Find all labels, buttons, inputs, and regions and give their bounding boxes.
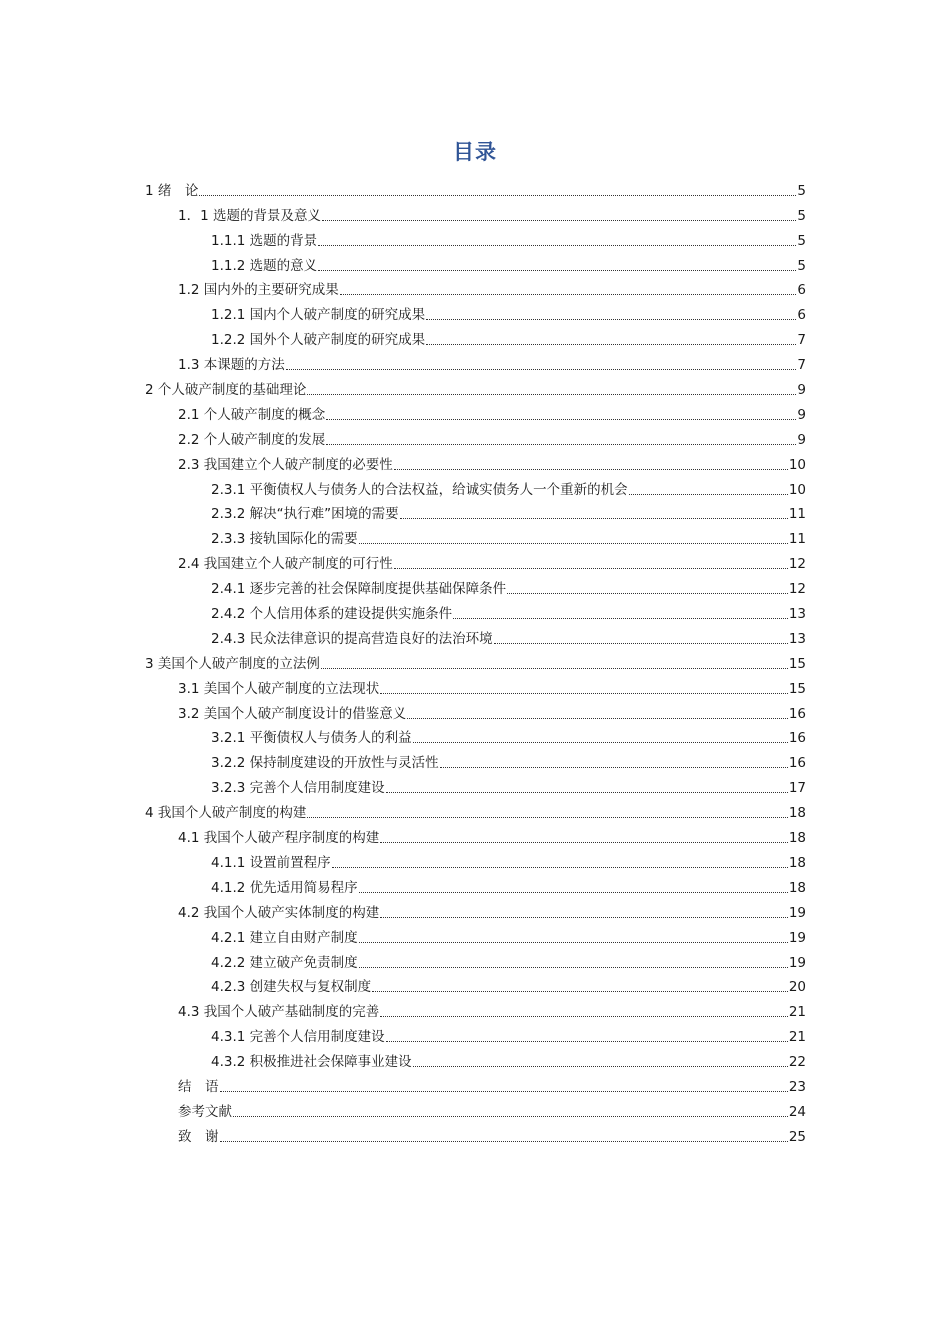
toc-page-number: 9 <box>797 431 806 448</box>
toc-entry-title: 4 我国个人破产制度的构建 <box>145 805 307 822</box>
toc-page-number: 12 <box>788 581 806 598</box>
toc-entry[interactable] <box>145 374 806 399</box>
toc-page-number: 11 <box>788 531 806 548</box>
toc-page-number: 19 <box>788 904 806 921</box>
toc-entry-title: 3.2.2 保持制度建设的开放性与灵活性 <box>211 755 439 772</box>
toc-entry[interactable] <box>145 648 806 673</box>
toc-page-number: 25 <box>788 1128 806 1145</box>
toc-page-number: 19 <box>788 929 806 946</box>
toc-entry[interactable] <box>145 847 806 872</box>
toc-entry[interactable] <box>145 947 806 972</box>
toc-entry-title: 2.2 个人破产制度的发展 <box>178 431 326 448</box>
toc-entry-title: 3.2.3 完善个人信用制度建设 <box>211 780 385 797</box>
toc-entry-title: 2.4.3 民众法律意识的提高营造良好的法治环境 <box>211 630 493 647</box>
dot-leader <box>359 967 788 968</box>
dot-leader <box>359 543 788 544</box>
toc-entry-title: 4.3 我国个人破产基础制度的完善 <box>178 1004 380 1021</box>
dot-leader <box>233 1116 788 1117</box>
toc-entry-title: 2.1 个人破产制度的概念 <box>178 406 326 423</box>
dot-leader <box>407 718 788 719</box>
toc-page-number: 5 <box>797 257 806 274</box>
toc-entry[interactable] <box>145 548 806 573</box>
toc-entry[interactable] <box>145 399 806 424</box>
toc-entry[interactable] <box>145 349 806 374</box>
toc-entry-title: 4.2.2 建立破产免责制度 <box>211 954 358 971</box>
dot-leader <box>318 245 796 246</box>
toc-entry[interactable] <box>145 474 806 499</box>
dot-leader <box>307 817 787 818</box>
toc-entry[interactable] <box>145 772 806 797</box>
toc-entry[interactable] <box>145 1096 806 1121</box>
toc-entry[interactable] <box>145 200 806 225</box>
toc-entry-title: 4.2.1 建立自由财产制度 <box>211 929 358 946</box>
toc-entry[interactable] <box>145 324 806 349</box>
toc-page-number: 15 <box>788 655 806 672</box>
toc-page-number: 17 <box>788 780 806 797</box>
toc-entry-title: 1．1 选题的背景及意义 <box>178 207 321 224</box>
table-of-contents <box>145 175 806 1146</box>
dot-leader <box>326 419 796 420</box>
dot-leader <box>332 867 788 868</box>
toc-entry-title: 2.3 我国建立个人破产制度的必要性 <box>178 456 393 473</box>
dot-leader <box>286 369 797 370</box>
toc-page-number: 7 <box>797 332 806 349</box>
toc-entry[interactable] <box>145 1021 806 1046</box>
dot-leader <box>426 344 796 345</box>
toc-page-number: 16 <box>788 705 806 722</box>
toc-entry[interactable] <box>145 1046 806 1071</box>
dot-leader <box>322 220 796 221</box>
toc-page-number: 5 <box>797 207 806 224</box>
toc-entry-title: 1.1.2 选题的意义 <box>211 257 318 274</box>
toc-page-number: 18 <box>788 805 806 822</box>
dot-leader <box>318 270 796 271</box>
toc-page-number: 16 <box>788 730 806 747</box>
toc-entry-title: 2.3.3 接轨国际化的需要 <box>211 531 358 548</box>
toc-entry[interactable] <box>145 723 806 748</box>
toc-page-number: 19 <box>788 954 806 971</box>
toc-entry-title: 4.2.3 创建失权与复权制度 <box>211 979 372 996</box>
toc-page-number: 16 <box>788 755 806 772</box>
toc-entry[interactable] <box>145 299 806 324</box>
toc-entry-title: 4.3.1 完善个人信用制度建设 <box>211 1029 385 1046</box>
toc-entry-title: 1.1.1 选题的背景 <box>211 232 318 249</box>
toc-page-number: 6 <box>797 282 806 299</box>
toc-entry-title: 1.2 国内外的主要研究成果 <box>178 282 339 299</box>
toc-entry-title: 参考文献 <box>178 1103 232 1120</box>
dot-leader <box>359 942 788 943</box>
toc-page-number: 13 <box>788 606 806 623</box>
toc-page-number: 18 <box>788 830 806 847</box>
toc-entry[interactable] <box>145 623 806 648</box>
dot-leader <box>394 568 788 569</box>
dot-leader <box>400 518 788 519</box>
toc-entry[interactable] <box>145 747 806 772</box>
toc-page-number: 18 <box>788 879 806 896</box>
toc-entry[interactable] <box>145 175 806 200</box>
dot-leader <box>394 469 788 470</box>
toc-entry[interactable] <box>145 250 806 275</box>
toc-page-number: 24 <box>788 1103 806 1120</box>
toc-entry-title: 2 个人破产制度的基础理论 <box>145 382 307 399</box>
dot-leader <box>220 1141 788 1142</box>
toc-entry-title: 1 绪 论 <box>145 182 199 199</box>
toc-entry-title: 4.3.2 积极推进社会保障事业建设 <box>211 1054 412 1071</box>
toc-page-number: 6 <box>797 307 806 324</box>
toc-page-number: 11 <box>788 506 806 523</box>
dot-leader <box>326 444 796 445</box>
toc-entry[interactable] <box>145 972 806 997</box>
toc-page-number: 22 <box>788 1054 806 1071</box>
dot-leader <box>413 1066 788 1067</box>
toc-entry-title: 4.2 我国个人破产实体制度的构建 <box>178 904 380 921</box>
toc-entry[interactable] <box>145 822 806 847</box>
dot-leader <box>380 917 788 918</box>
dot-leader <box>359 892 788 893</box>
toc-page-number: 21 <box>788 1029 806 1046</box>
dot-leader <box>380 693 788 694</box>
toc-entry[interactable] <box>145 996 806 1021</box>
toc-entry-title: 3 美国个人破产制度的立法例 <box>145 655 320 672</box>
toc-page-number: 15 <box>788 680 806 697</box>
toc-entry[interactable] <box>145 449 806 474</box>
toc-entry[interactable] <box>145 499 806 524</box>
toc-page-number: 12 <box>788 556 806 573</box>
toc-entry[interactable] <box>145 897 806 922</box>
dot-leader <box>321 668 788 669</box>
toc-entry-title: 1.2.1 国内个人破产制度的研究成果 <box>211 307 426 324</box>
toc-page-number: 13 <box>788 630 806 647</box>
toc-entry-title: 2.3.2 解决“执行难”困境的需要 <box>211 506 399 523</box>
toc-entry-title: 3.1 美国个人破产制度的立法现状 <box>178 680 380 697</box>
toc-entry-title: 致 谢 <box>178 1128 219 1145</box>
toc-entry[interactable] <box>145 922 806 947</box>
toc-page-number: 18 <box>788 854 806 871</box>
toc-page-number: 5 <box>797 182 806 199</box>
toc-entry[interactable] <box>145 698 806 723</box>
toc-entry[interactable] <box>145 225 806 250</box>
toc-entry-title: 3.2 美国个人破产制度设计的借鉴意义 <box>178 705 407 722</box>
toc-entry-title: 2.4 我国建立个人破产制度的可行性 <box>178 556 393 573</box>
toc-entry-title: 2.4.2 个人信用体系的建设提供实施条件 <box>211 606 453 623</box>
toc-entry[interactable] <box>145 1071 806 1096</box>
dot-leader <box>413 742 788 743</box>
toc-page-number: 10 <box>788 456 806 473</box>
toc-page-number: 7 <box>797 357 806 374</box>
dot-leader <box>507 593 788 594</box>
dot-leader <box>380 842 788 843</box>
toc-entry[interactable] <box>145 673 806 698</box>
dot-leader <box>386 792 788 793</box>
dot-leader <box>220 1091 788 1092</box>
toc-page-number: 20 <box>788 979 806 996</box>
toc-entry[interactable] <box>145 573 806 598</box>
toc-page-number: 10 <box>788 481 806 498</box>
toc-page-number: 23 <box>788 1078 806 1095</box>
dot-leader <box>199 195 796 196</box>
page-title: 目录 <box>453 140 497 164</box>
toc-entry[interactable] <box>145 424 806 449</box>
toc-page-number: 21 <box>788 1004 806 1021</box>
toc-entry-title: 2.4.1 逐步完善的社会保障制度提供基础保障条件 <box>211 581 507 598</box>
dot-leader <box>386 1041 788 1042</box>
dot-leader <box>372 991 788 992</box>
dot-leader <box>629 494 788 495</box>
dot-leader <box>453 618 788 619</box>
dot-leader <box>426 319 796 320</box>
toc-page-number: 9 <box>797 406 806 423</box>
toc-entry[interactable] <box>145 797 806 822</box>
toc-entry-title: 4.1 我国个人破产程序制度的构建 <box>178 830 380 847</box>
toc-entry[interactable] <box>145 1121 806 1146</box>
toc-page-number: 5 <box>797 232 806 249</box>
toc-entry-title: 3.2.1 平衡债权人与债务人的利益 <box>211 730 412 747</box>
toc-entry-title: 1.3 本课题的方法 <box>178 357 285 374</box>
dot-leader <box>340 294 797 295</box>
dot-leader <box>380 1016 788 1017</box>
dot-leader <box>307 394 796 395</box>
toc-entry[interactable] <box>145 523 806 548</box>
dot-leader <box>440 767 788 768</box>
toc-entry-title: 4.1.1 设置前置程序 <box>211 854 331 871</box>
toc-page-number: 9 <box>797 382 806 399</box>
toc-entry-title: 结 语 <box>178 1078 219 1095</box>
toc-entry-title: 2.3.1 平衡债权人与债务人的合法权益，给诚实债务人一个重新的机会 <box>211 481 628 498</box>
toc-entry[interactable] <box>145 872 806 897</box>
toc-entry[interactable] <box>145 598 806 623</box>
toc-entry-title: 4.1.2 优先适用简易程序 <box>211 879 358 896</box>
toc-entry-title: 1.2.2 国外个人破产制度的研究成果 <box>211 332 426 349</box>
dot-leader <box>494 643 788 644</box>
toc-entry[interactable] <box>145 275 806 300</box>
